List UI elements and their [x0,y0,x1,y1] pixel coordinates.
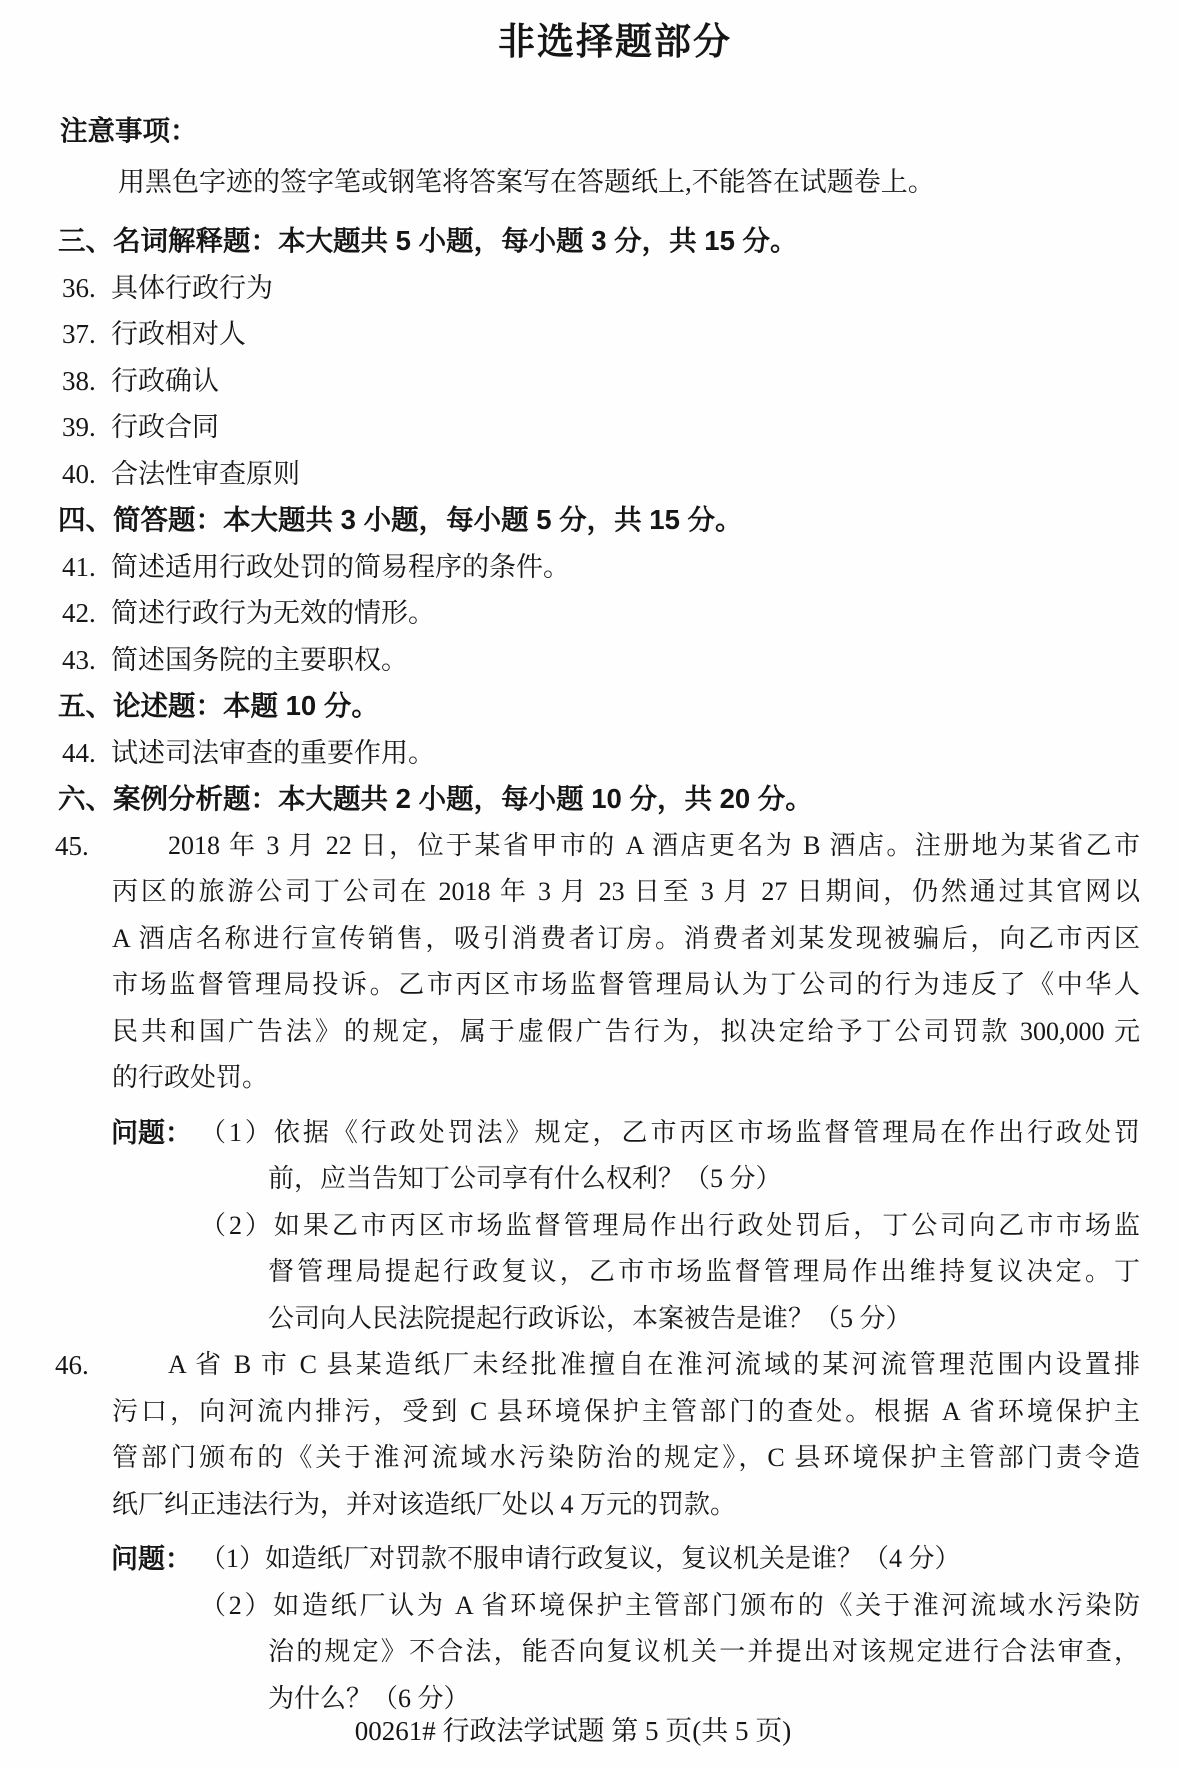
case-46-questions [0,1536,1178,1722]
section4-heading: 四、简答题：本大题共 3 小题，每小题 5 分，共 15 分。 [58,504,743,535]
case-45-q1-line-1: （1）依据《行政处罚法》规定，乙市丙区市场监督管理局在作出行政处罚 [200,1117,1140,1147]
page-title: 非选择题部分 [498,21,732,62]
page-footer: 00261# 行政法学试题 第 5 页(共 5 页) [354,1716,792,1746]
item-43-number: 43. [62,644,96,675]
case-46 [0,1342,1178,1528]
item-37-number: 37. [62,319,96,349]
notice-heading: 注意事项： [60,115,198,146]
item-38-number: 38. [62,365,96,396]
item-42 [0,590,1178,637]
notice-body: 用黑色字迹的签字笔或钢笔将答案写在答题纸上,不能答在试题卷上。 [118,166,935,197]
item-36 [0,265,1178,312]
case-45-body-line-3: A 酒店名称进行宣传销售，吸引消费者订房。消费者刘某发现被骗后，向乙市丙区 [112,923,1140,953]
item-43 [0,637,1178,684]
item-42-number: 42. [62,598,96,628]
item-39 [0,404,1178,451]
case-46-question-label: 问题： [111,1544,192,1574]
item-40-number: 40. [62,458,96,489]
item-38 [0,358,1178,405]
case-46-body-line-3: 管部门颁布的《关于淮河流域水污染防治的规定》，C 县环境保护主管部门责令造 [112,1443,1140,1472]
item-44-number: 44. [62,737,96,768]
case-45-body-line-5: 民共和国广告法》的规定，属于虚假广告行为，拟决定给予丁公司罚款 300,000 元 [112,1016,1140,1046]
item-44-text: 试述司法审查的重要作用。 [111,737,435,768]
item-41-number: 41. [62,551,96,582]
case-45-q2-line-1: （2）如果乙市丙区市场监督管理局作出行政处罚后，丁公司向乙市市场监 [200,1210,1140,1240]
item-37 [0,311,1178,358]
item-39-text: 行政合同 [111,412,219,442]
item-40 [0,451,1178,498]
case-45 [0,823,1178,1102]
case-45-body-line-1: 2018 年 3 月 22 日，位于某省甲市的 A 酒店更名为 B 酒店。注册地为某省乙市 [168,830,1140,860]
case-45-questions [0,1110,1178,1343]
case-46-q2-line-2: 治的规定》不合法，能否向复议机关一并提出对该规定进行合法审查， [268,1637,1140,1666]
section3-heading: 三、名词解释题：本大题共 5 小题，每小题 3 分，共 15 分。 [58,225,798,256]
case-45-q2-line-3: 公司向人民法院提起行政诉讼，本案被告是谁？（5 分） [268,1303,912,1333]
section5-heading: 五、论述题：本题 10 分。 [58,690,379,721]
case-45-body-line-6: 的行政处罚。 [112,1063,269,1092]
case-45-body-line-2: 丙区的旅游公司丁公司在 2018 年 3 月 23 日至 3 月 27 日期间，仍然通过其官网以 [112,877,1140,906]
item-40-text: 合法性审查原则 [111,458,300,489]
item-41 [0,544,1178,591]
case-46-body-line-4: 纸厂纠正违法行为，并对该造纸厂处以 4 万元的罚款。 [112,1489,737,1519]
case-46-body-line-2: 污口，向河流内排污，受到 C 县环境保护主管部门的查处。根据 A 省环境保护主 [112,1396,1140,1426]
item-44 [0,730,1178,777]
item-43-text: 简述国务院的主要职权。 [111,644,408,675]
case-45-q2-line-2: 督管理局提起行政复议，乙市市场监督管理局作出维持复议决定。丁 [268,1257,1140,1286]
item-36-number: 36. [62,272,96,303]
case-46-number: 46. [55,1350,89,1380]
case-46-q2-line-1: （2）如造纸厂认为 A 省环境保护主管部门颁布的《关于淮河流域水污染防 [200,1590,1140,1620]
case-45-body-line-4: 市场监督管理局投诉。乙市丙区市场监督管理局认为丁公司的行为违反了《中华人 [112,970,1140,999]
item-42-text: 简述行政行为无效的情形。 [111,598,435,628]
item-39-number: 39. [62,412,96,442]
case-45-number: 45. [55,830,89,861]
case-46-q1-line-1: （1）如造纸厂对罚款不服申请行政复议，复议机关是谁？（4 分） [200,1544,961,1573]
case-46-q2-line-3: 为什么？（6 分） [268,1683,470,1713]
section6-heading: 六、案例分析题：本大题共 2 小题，每小题 10 分，共 20 分。 [58,783,813,814]
item-37-text: 行政相对人 [111,319,246,349]
item-36-text: 具体行政行为 [111,272,273,303]
case-45-question-label: 问题： [111,1117,192,1148]
item-38-text: 行政确认 [111,365,219,396]
item-41-text: 简述适用行政处罚的简易程序的条件。 [111,551,570,582]
case-46-body-line-1: A 省 B 市 C 县某造纸厂未经批准擅自在淮河流域的某河流管理范围内设置排 [168,1350,1140,1379]
case-45-q1-line-2: 前，应当告知丁公司享有什么权利？（5 分） [268,1164,782,1193]
